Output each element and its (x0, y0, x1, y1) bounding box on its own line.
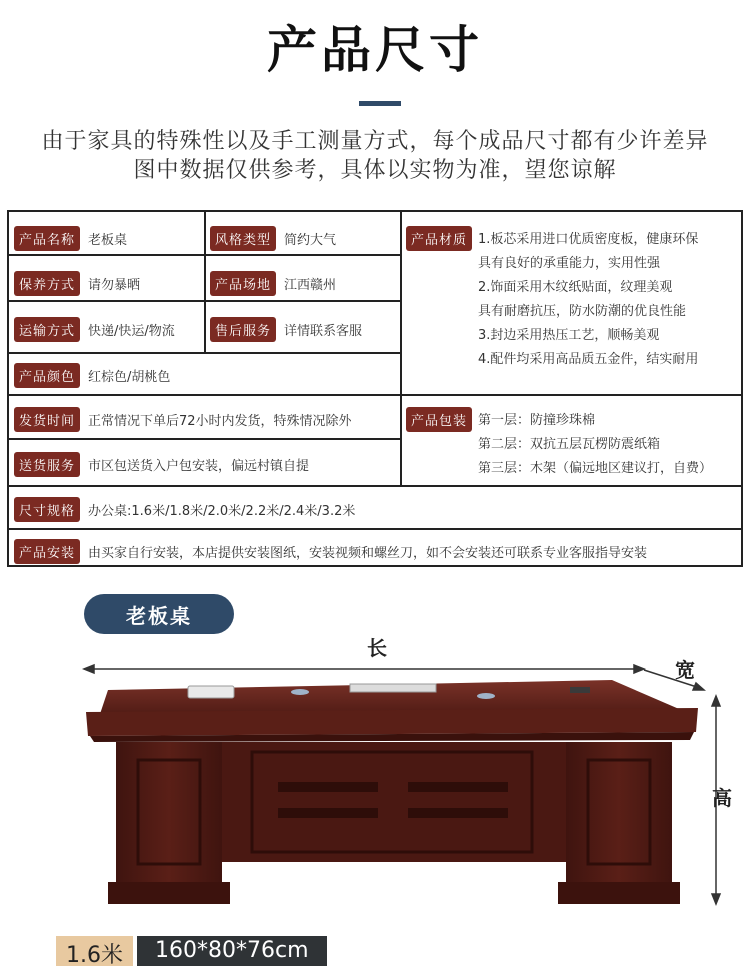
dimension-height-label: 高 (712, 786, 732, 810)
spec-label: 发货时间 (14, 407, 80, 432)
spec-label: 产品名称 (14, 226, 80, 251)
spec-value: 办公桌:1.6米/1.8米/2.0米/2.2米/2.4米/3.2米 (88, 504, 356, 519)
dimension-length-label: 长 (367, 636, 387, 660)
size-label: 1.6米 (56, 936, 133, 966)
spec-label: 运输方式 (14, 317, 80, 342)
spec-label: 风格类型 (210, 226, 276, 251)
spec-value: 快递/快运/物流 (88, 324, 175, 339)
material-line: 具有良好的承重能力，实用性强 (478, 256, 661, 271)
page-title: 产品尺寸 (267, 21, 483, 79)
dimension-width-label: 宽 (675, 658, 695, 682)
spec-value: 市区包送货入户包安装，偏远村镇自提 (88, 459, 310, 474)
desk-body (108, 742, 680, 904)
packaging-line: 第三层：木架（偏远地区建议打，自费） (478, 461, 713, 476)
packaging-line: 第一层：防撞珍珠棉 (478, 413, 596, 428)
spec-label: 送货服务 (14, 452, 80, 477)
spec-label: 产品场地 (210, 271, 276, 296)
spec-label: 保养方式 (14, 271, 80, 296)
material-line: 3.封边采用热压工艺，顺畅美观 (478, 328, 660, 343)
spec-label: 产品颜色 (14, 363, 80, 388)
material-line: 具有耐磨抗压，防水防潮的优良性能 (478, 304, 687, 319)
intro-line-2: 图中数据仅供参考，具体以实物为准，望您谅解 (133, 158, 617, 183)
intro-line-1: 由于家具的特殊性以及手工测量方式，每个成品尺寸都有少许差异 (41, 129, 709, 154)
spec-value: 老板桌 (88, 233, 128, 248)
spec-value: 详情联系客服 (284, 324, 363, 339)
packaging-line: 第二层：双抗五层瓦楞防震纸箱 (478, 437, 661, 452)
material-line: 2.饰面采用木纹纸贴面，纹理美观 (478, 280, 673, 295)
material-line: 1.板芯采用进口优质密度板，健康环保 (478, 232, 699, 247)
spec-value: 简约大气 (284, 233, 337, 248)
spec-label: 产品包装 (406, 407, 472, 432)
spec-value: 正常情况下单后72小时内发货，特殊情况除外 (88, 414, 352, 429)
spec-label: 产品材质 (406, 226, 472, 251)
spec-value: 红棕色/胡桃色 (88, 370, 171, 385)
spec-label: 产品安装 (14, 539, 80, 564)
spec-value: 江西赣州 (284, 278, 337, 293)
product-pill: 老板桌 (84, 594, 234, 634)
spec-value: 请勿暴晒 (88, 278, 141, 293)
size-dimensions: 160*80*76cm (137, 936, 327, 966)
spec-value: 由买家自行安装，本店提供安装图纸，安装视频和螺丝刀，如不会安装还可联系专业客服指导安装 (88, 546, 648, 561)
size-row (0, 936, 327, 966)
material-line: 4.配件均采用高品质五金件，结实耐用 (478, 352, 699, 367)
spec-label: 尺寸规格 (14, 497, 80, 522)
spec-label: 售后服务 (210, 317, 276, 342)
